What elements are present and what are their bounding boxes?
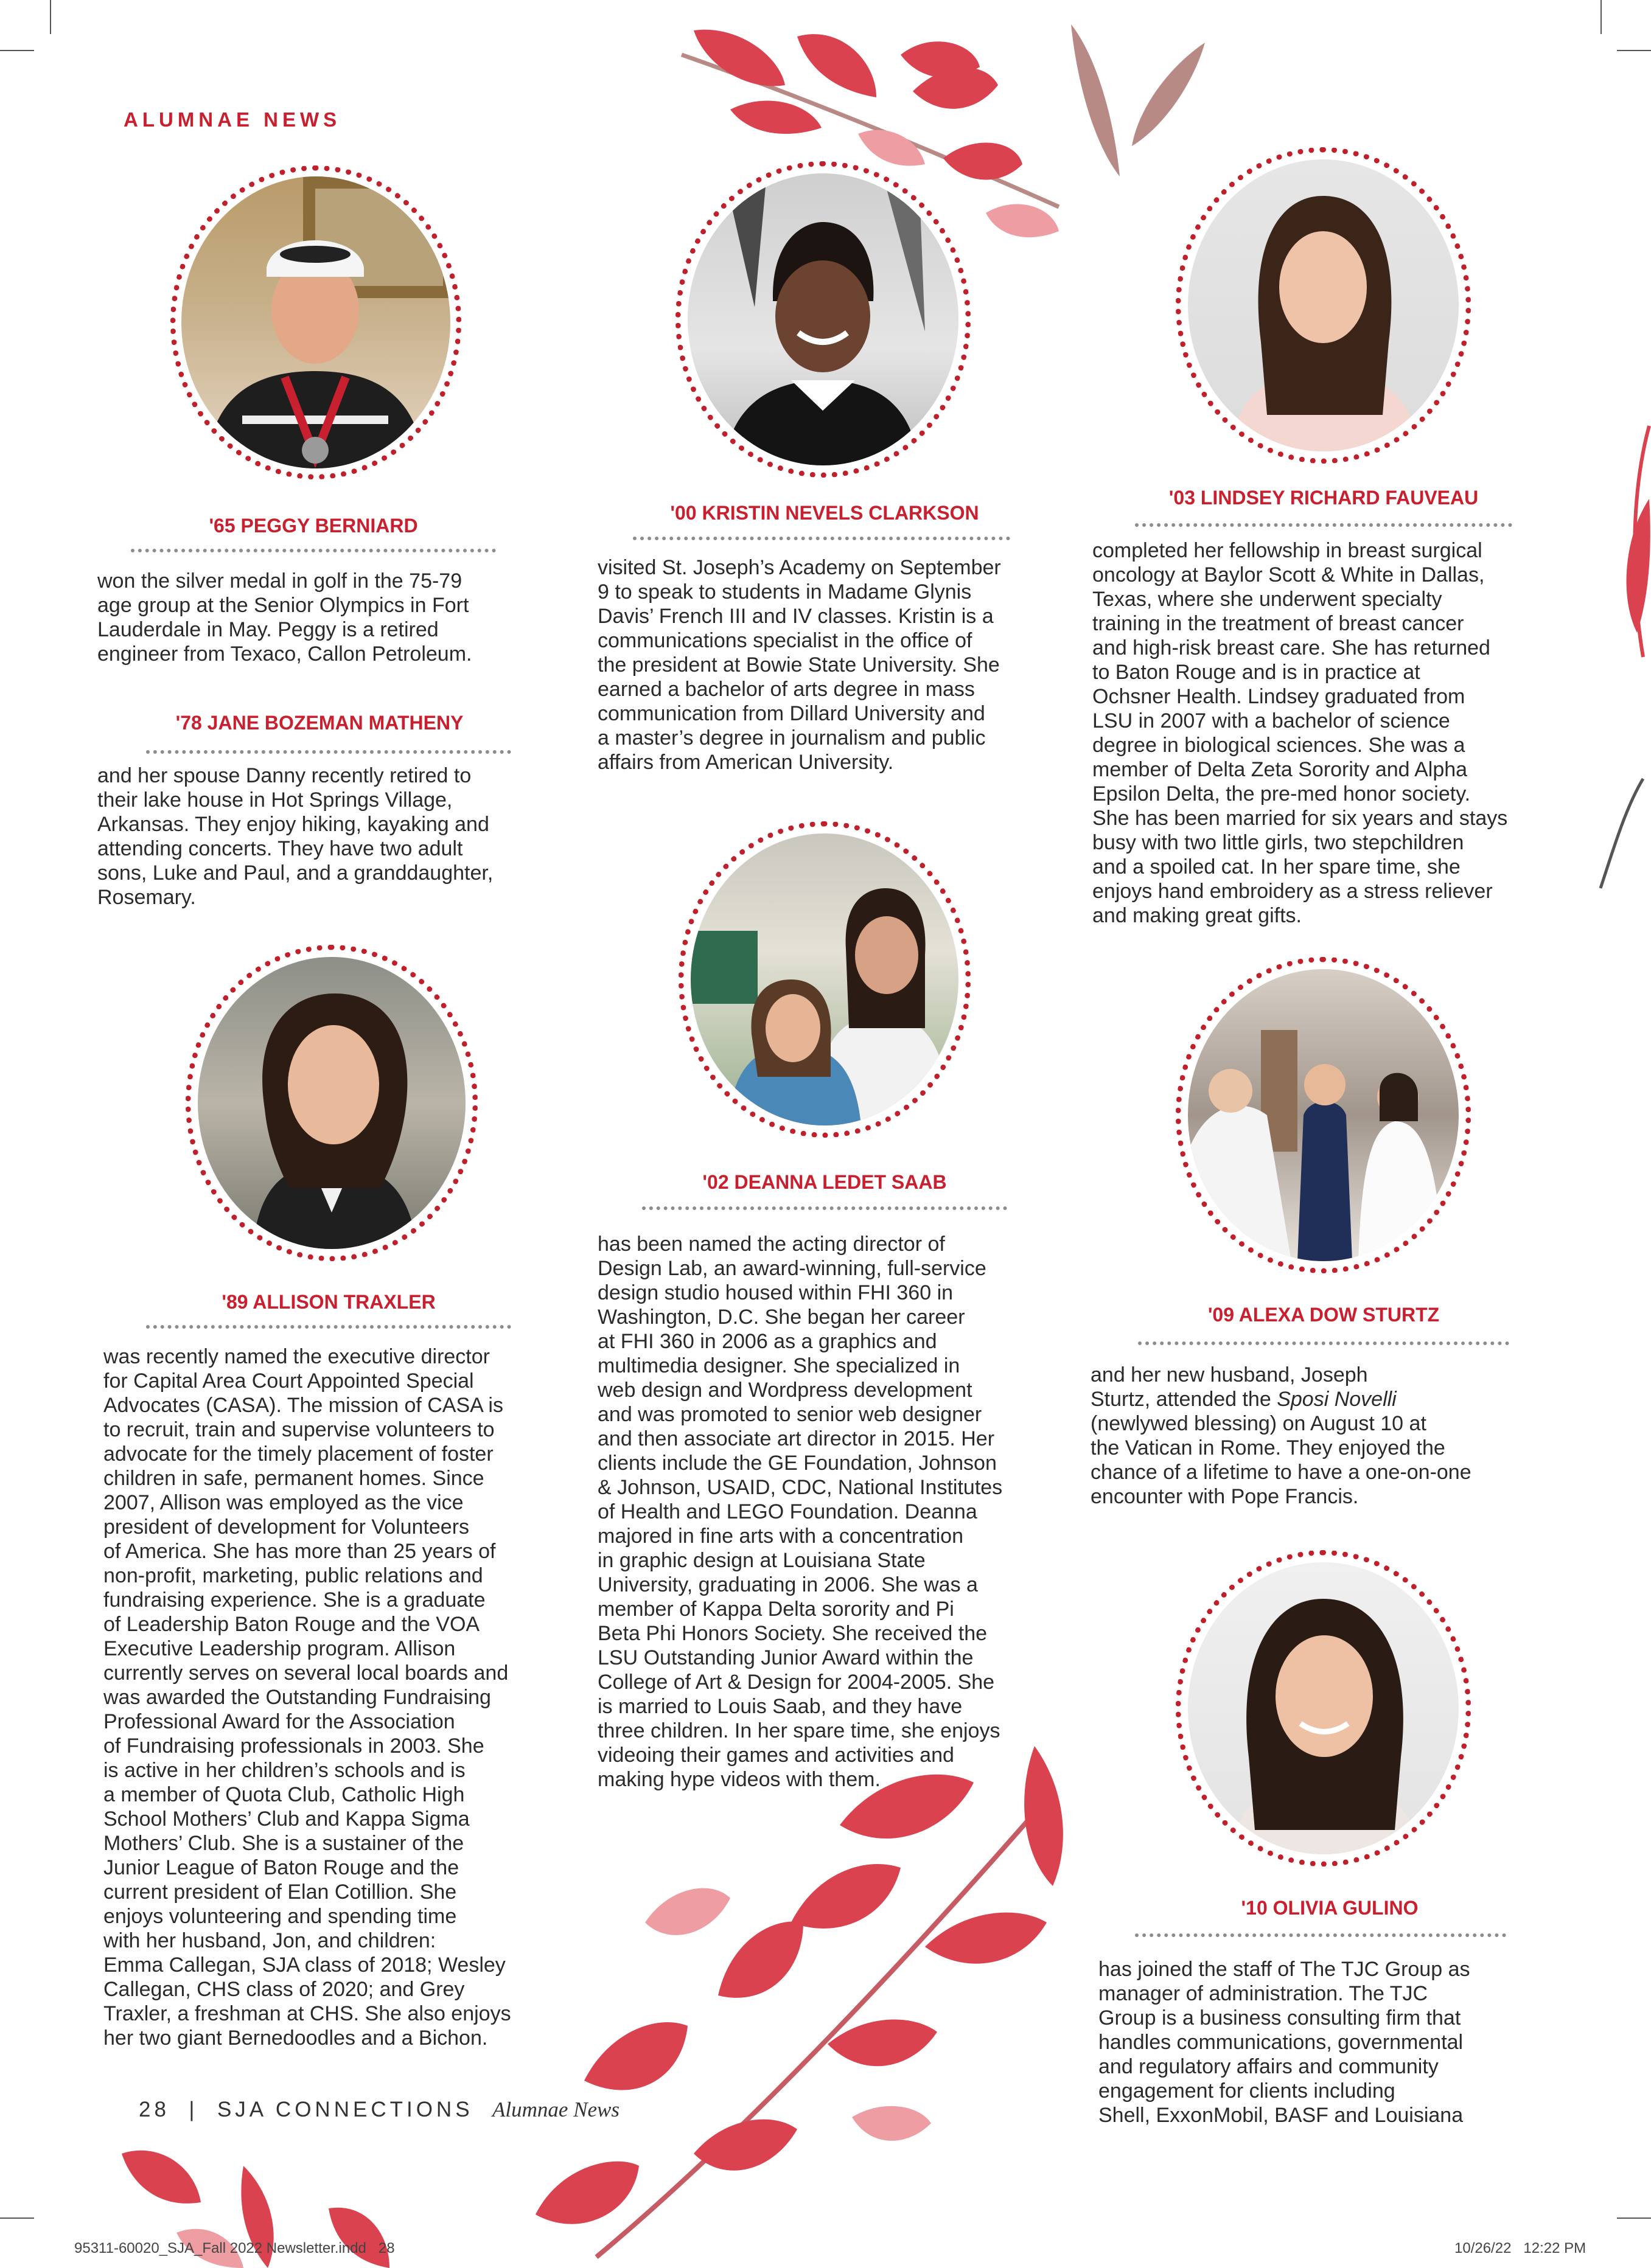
photo-ring-lindsey	[1176, 147, 1471, 464]
leaf-branch-bottom-decoration	[536, 1740, 1132, 2263]
leaf-right-edge-decoration	[1594, 402, 1651, 900]
crop-mark	[0, 50, 34, 51]
page-number: 28	[139, 2098, 170, 2121]
name-peggy-berniard: '65 PEGGY BERNIARD	[209, 515, 418, 537]
dotted-rule	[1135, 1933, 1506, 1937]
bio-alexa-dow-sturtz	[1091, 1363, 1571, 1509]
photo-ring-olivia	[1176, 1550, 1471, 1866]
crop-mark	[1617, 2218, 1651, 2219]
name-alexa-dow-sturtz: '09 ALEXA DOW STURTZ	[1207, 1304, 1440, 1326]
name-jane-bozeman-matheny: '78 JANE BOZEMAN MATHENY	[175, 712, 464, 734]
bio-jane-bozeman-matheny: and her spouse Danny recently retired to their lake house in Hot Springs Village, Arkansas. They enjoy hiking, kayaking and attending concerts. They have two adult sons, Luke and Paul, and a granddaughter, Rosemary.	[97, 764, 494, 909]
dotted-rule	[1135, 523, 1512, 527]
printer-slug-date: 10/26/22 12:22 PM	[1454, 2240, 1586, 2256]
dotted-rule	[633, 537, 1010, 540]
page-footer	[139, 2098, 620, 2122]
bio-allison-traxler: was recently named the executive director for Capital Area Court Appointed Special Advocates (CASA). The mission of CASA is to recruit, train and supervise volunteers to advocate for the timely placement of foster children in safe, permanent homes. Since 2007, Allison was employed as the vice president of development for Volunteers of America. She has more than 25 years of non-profit, marketing, public relations and fundraising experience. She is a graduate of Leadership Baton Rouge and the VOA Executive Leadership program. Allison currently serves on several local boards and was awarded the Outstanding Fundraising Professional Award for the Association of Fundraising professionals in 2003. She is active in her children’s schools and is a member of Quota Club, Catholic High School Mothers’ Club and Kappa Sigma Mothers’ Club. She is a sustainer of the Junior League of Baton Rouge and the current president of Elan Cotillion. She enjoys volunteering and spending time with her husband, Jon, and children: Emma Callegan, SJA class of 2018; Wesley Callegan, CHS class of 2020; and Grey Traxler, a freshman at CHS. She also enjoys her two giant Bernedoodles and a Bichon.	[103, 1345, 511, 2050]
photo-ring-peggy	[170, 165, 461, 479]
name-lindsey-richard-fauveau: '03 LINDSEY RICHARD FAUVEAU	[1168, 487, 1479, 509]
name-deanna-ledet-saab: '02 DEANNA LEDET SAAB	[702, 1171, 947, 1193]
photo-ring-deanna	[679, 821, 971, 1138]
bio-alexa-text-after: (newlywed blessing) on August 10 at the Vatican in Rome. They enjoyed the chance of a lifetime to have a one-on-one encounter with Pope Francis.	[1091, 1412, 1471, 1508]
bio-alexa-italic-term: Sposi Novelli	[1277, 1388, 1397, 1411]
footer-separator: |	[189, 2098, 198, 2121]
dotted-rule	[146, 750, 511, 754]
photo-ring-alexa	[1176, 957, 1471, 1273]
bio-lindsey-richard-fauveau: completed her fellowship in breast surgical oncology at Baylor Scott & White in Dallas, Texas, where she underwent specialty training in the treatment of breast cancer and high-risk breast care. She has returned to Baton Rouge and is in practice at Ochsner Health. Lindsey graduated from LSU in 2007 with a bachelor of science degree in biological sciences. She was a member of Delta Zeta Sorority and Alpha Epsilon Delta, the pre-med honor society. She has been married for six years and stays busy with two little girls, two stepchildren and a spoiled cat. In her spare time, she enjoys hand embroidery as a stress reliever and making great gifts.	[1092, 539, 1508, 927]
section-label: ALUMNAE NEWS	[124, 108, 341, 131]
name-olivia-gulino: '10 OLIVIA GULINO	[1241, 1897, 1419, 1919]
dotted-rule	[146, 1325, 511, 1329]
name-allison-traxler: '89 ALLISON TRAXLER	[222, 1291, 436, 1313]
dotted-rule	[1138, 1341, 1509, 1345]
footer-section-name: Alumnae News	[492, 2098, 620, 2121]
crop-mark	[50, 0, 51, 34]
photo-ring-allison	[186, 945, 478, 1261]
crop-mark	[0, 2218, 34, 2219]
crop-mark	[1600, 0, 1602, 34]
crop-mark	[1617, 50, 1651, 51]
bio-alexa-text-before: and her new husband, Joseph Sturtz, attended the	[1091, 1363, 1368, 1411]
name-kristin-nevels-clarkson: '00 KRISTIN NEVELS CLARKSON	[670, 502, 979, 524]
bio-olivia-gulino: has joined the staff of The TJC Group as manager of administration. The TJC Group is a business consulting firm that handles communications, governmental and regulatory affairs and community engagement for clients including Shell, ExxonMobil, BASF and Louisiana	[1098, 1958, 1470, 2127]
bio-peggy-berniard: won the silver medal in golf in the 75-79 age group at the Senior Olympics in Fort Lauderdale in May. Peggy is a retired engineer from Texaco, Callon Petroleum.	[97, 569, 472, 666]
printer-slug-file: 95311-60020_SJA_Fall 2022 Newsletter.indd 28	[74, 2240, 395, 2256]
bio-deanna-ledet-saab: has been named the acting director of Design Lab, an award-winning, full-service design studio housed within FHI 360 in Washington, D.C. She began her career at FHI 360 in 2006 as a graphics and multimedia designer. She specialized in web design and Wordpress development and was promoted to senior web designer and then associate art director in 2015. Her clients include the GE Foundation, Johnson & Johnson, USAID, CDC, National Institutes of Health and LEGO Foundation. Deanna majored in fine arts with a concentration in graphic design at Louisiana State University, graduating in 2006. She was a member of Kappa Delta sorority and Pi Beta Phi Honors Society. She received the LSU Outstanding Junior Award within the College of Art & Design for 2004-2005. She is married to Louis Saab, and they have three children. In her spare time, she enjoys videoing their games and activities and making hype videos with them.	[598, 1233, 1003, 1791]
photo-ring-kristin	[675, 161, 971, 478]
publication-name: SJA CONNECTIONS	[217, 2098, 473, 2121]
dotted-rule	[642, 1206, 1007, 1210]
dotted-rule	[131, 549, 496, 552]
bio-kristin-nevels-clarkson: visited St. Joseph’s Academy on September 9 to speak to students in Madame Glynis Davis’ French III and IV classes. Kristin is a communications specialist in the office of the president at Bowie State University. She earned a bachelor of arts degree in mass communication from Dillard University and a master’s degree in journalism and public affairs from American University.	[598, 556, 1001, 774]
